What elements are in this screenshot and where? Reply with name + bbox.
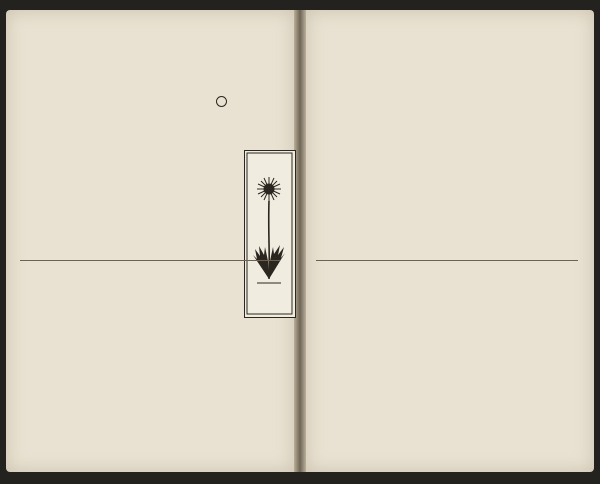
text-column [500, 34, 512, 252]
text-column [100, 272, 112, 460]
text-column [492, 272, 504, 460]
text-column [148, 272, 160, 460]
text-column [172, 272, 184, 460]
text-column [412, 272, 424, 460]
text-column [88, 34, 100, 252]
text-column [128, 34, 140, 252]
text-column [532, 272, 544, 460]
text-column [415, 34, 427, 252]
text-column [452, 272, 464, 460]
text-column [168, 34, 180, 252]
text-column [347, 34, 359, 252]
text-column [432, 272, 444, 460]
text-column [196, 272, 208, 460]
text-column [68, 34, 80, 252]
text-column [364, 34, 376, 252]
left-page [6, 10, 294, 472]
text-column [552, 272, 564, 460]
text-column [449, 34, 461, 252]
right-page-divider [316, 260, 578, 261]
text-column [472, 272, 484, 460]
text-column [568, 34, 580, 252]
text-column [551, 34, 563, 252]
text-column [244, 272, 256, 460]
text-column [398, 34, 410, 252]
text-column [432, 34, 444, 252]
text-column [466, 34, 478, 252]
text-column [381, 34, 393, 252]
text-column [148, 34, 160, 252]
left-page-divider [20, 260, 280, 261]
text-column [76, 272, 88, 460]
text-column [188, 34, 200, 252]
text-column [220, 272, 232, 460]
section-mark-icon [216, 96, 227, 107]
text-column [517, 34, 529, 252]
text-column [108, 34, 120, 252]
text-column [534, 34, 546, 252]
text-column [124, 272, 136, 460]
text-column [52, 272, 64, 460]
right-page [306, 10, 594, 472]
text-column [48, 34, 60, 252]
text-column [483, 34, 495, 252]
text-column [512, 272, 524, 460]
